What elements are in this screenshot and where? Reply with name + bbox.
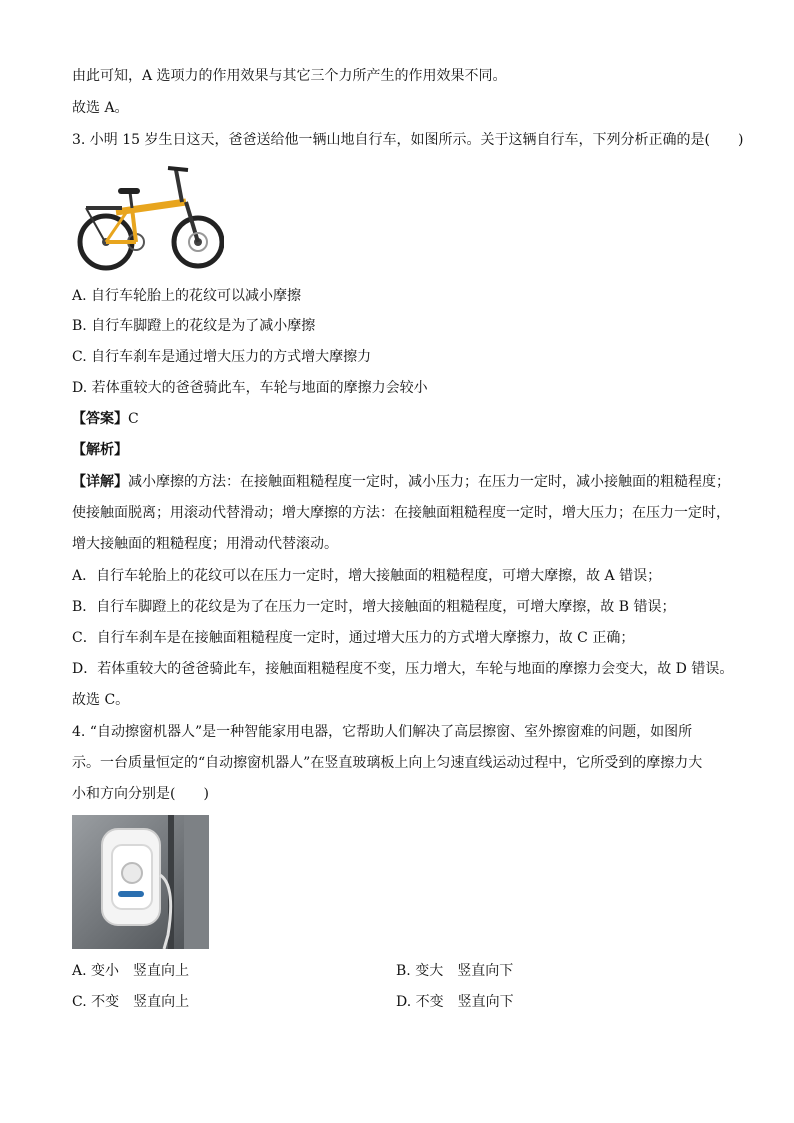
question-4-line-3: 小和方向分别是( ) [72, 786, 209, 802]
question-4-line-1: 4. “自动擦窗机器人”是一种智能家用电器，它帮助人们解决了高层擦窗、室外擦窗难的问题，如图所 [72, 724, 693, 740]
bicycle-figure [76, 162, 224, 272]
q3-option-c: C. 自行车刹车是通过增大压力的方式增大摩擦力 [72, 349, 372, 365]
conclusion-line: 由此可知，A 选项力的作用效果与其它三个力所产生的作用效果不同。 [72, 68, 507, 84]
question-3-stem: 3. 小明 15 岁生日这天，爸爸送给他一辆山地自行车，如图所示。关于这辆自行车，下列分析正确的是( ) [72, 132, 744, 148]
explanation-b: B．自行车脚蹬上的花纹是为了在压力一定时，增大接触面的粗糙程度，可增大摩擦，故 B 错误； [72, 599, 676, 615]
explanation-a: A．自行车轮胎上的花纹可以在压力一定时，增大接触面的粗糙程度，可增大摩擦，故 A 错误； [72, 568, 662, 584]
explanation-c: C．自行车刹车是在接触面粗糙程度一定时，通过增大压力的方式增大摩擦力，故 C 正确； [72, 630, 635, 646]
analysis-tag: 【解析】 [72, 442, 128, 458]
explanation-d: D．若体重较大的爸爸骑此车，接触面粗糙程度不变，压力增大，车轮与地面的摩擦力会变大，故 D 错误。 [72, 661, 734, 677]
detail-tag: 【详解】 [72, 474, 128, 490]
detail-line-1 [72, 472, 730, 492]
question-4-line-2: 示。一台质量恒定的“自动擦窗机器人”在竖直玻璃板上向上匀速直线运动过程中，它所受到的摩擦力大 [72, 755, 703, 771]
q4-option-b: B. 变大 竖直向下 [396, 963, 514, 979]
select-a-line: 故选 A。 [72, 100, 129, 116]
detail-line-3: 增大接触面的粗糙程度；用滑动代替滚动。 [72, 536, 338, 552]
detail-line-2: 使接触面脱离；用滚动代替滑动；增大摩擦的方法：在接触面粗糙程度一定时，增大压力；在压力一定时， [72, 505, 730, 521]
answer-line [72, 409, 139, 429]
q3-option-b: B. 自行车脚蹬上的花纹是为了减小摩擦 [72, 318, 316, 334]
q4-option-a: A. 变小 竖直向上 [72, 963, 190, 979]
q3-option-d: D. 若体重较大的爸爸骑此车，车轮与地面的摩擦力会较小 [72, 380, 428, 396]
q4-option-c: C. 不变 竖直向上 [72, 994, 190, 1010]
select-c-line: 故选 C。 [72, 692, 130, 708]
window-robot-figure [72, 815, 209, 949]
q4-option-d: D. 不变 竖直向下 [396, 994, 514, 1010]
answer-tag: 【答案】 [72, 411, 128, 427]
detail-text-1: 减小摩擦的方法：在接触面粗糙程度一定时，减小压力；在压力一定时，减小接触面的粗糙程度； [128, 474, 730, 490]
q3-option-a: A. 自行车轮胎上的花纹可以减小摩擦 [72, 288, 302, 304]
answer-value: C [128, 411, 139, 427]
